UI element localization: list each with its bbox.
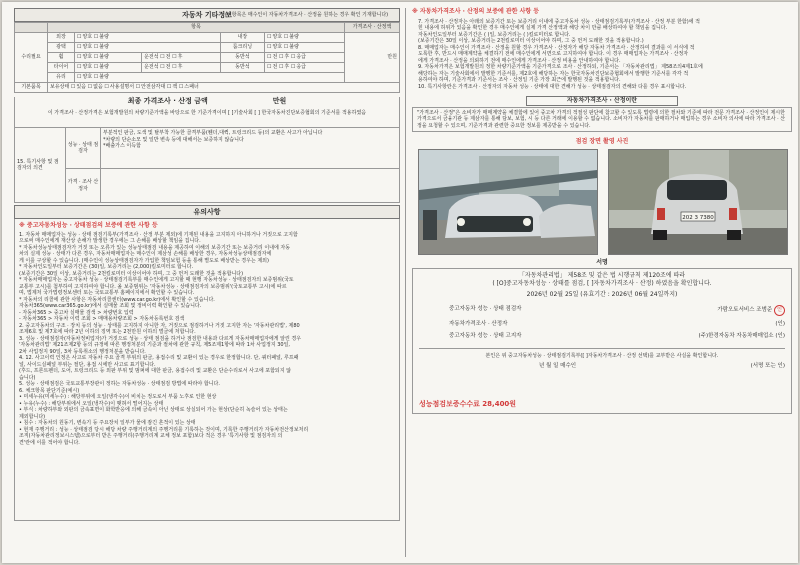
definition-title: 자동차가격조사 · 산정이란 bbox=[526, 96, 678, 106]
caution-line: * 자동차인도일부터 보증기간은 (30)일, 보증거리는 (2,000)킬로미터로 합니다. bbox=[19, 264, 194, 270]
row-label: 타이어 bbox=[48, 63, 75, 73]
special-notes-block bbox=[14, 128, 400, 203]
row-options[interactable]: ☐ 양호 ☐ 불량 bbox=[75, 43, 221, 53]
price-reference-note: 이 가격조사 · 산정가격은 보험개발원의 차량기준가액을 바탕으로 한 기준가격이며 [ ]기술사회 [ ] 한국자동차진단보증협회의 기준서를 적용하였음 bbox=[47, 110, 367, 116]
caution-line: 조직(자동차관리정보시스템)으로부터 받은 주행거리(주행거리계 교체 정보 포함)보다 적은 경우 '특기사항 및 점검자의 의 bbox=[19, 433, 283, 439]
col-result-header: 가격조사 · 산정액 bbox=[345, 23, 400, 33]
caution-line: • 현재 주행거리 : 성능 · 상태점검 당시 해당 차량 주행거리계의 주행거리를 기록하는 것이며, 기록한 주행거리가 자동차전산정보처리 bbox=[19, 426, 309, 433]
license-plate-text: 202 3 7380 bbox=[682, 214, 714, 221]
row-options[interactable]: ☐ 양호 ☐ 불량 bbox=[75, 73, 345, 83]
caution-line: • 부식 : 차량하부와 외판의 금속표면이 화학반응에 의해 금속이 아닌 상태로 상실되어 가는 현상(단순히 녹슬어 있는 상태는 bbox=[19, 407, 288, 413]
photos-title: 점검 장면 촬영 사진 bbox=[575, 138, 629, 145]
right-column bbox=[412, 8, 792, 559]
caution-line: • 침수 : 자동차의 원동기, 변속기 등 주요장치 일부가 물에 잠긴 흔적이 있는 상태 bbox=[19, 420, 196, 426]
other-info-table bbox=[14, 22, 400, 93]
basic-items-options[interactable]: 보유상태 ☐ 있음 ☐ 없음 ☐ 사용설명서 ☐ 안전삼각대 ☐ 잭 ☐ 스패너 bbox=[48, 83, 400, 93]
inspection-record-sheet bbox=[2, 2, 798, 563]
sign-block bbox=[412, 268, 792, 414]
sign-law-line: 「자동차관리법」 제58조 및 같은 법 시행규칙 제120조에 따라 bbox=[518, 272, 686, 279]
row-options[interactable]: 운전석 ☐ 전 ☐ 후 bbox=[142, 53, 221, 63]
caution-block bbox=[14, 219, 400, 521]
car-front-photo bbox=[419, 150, 597, 254]
caution-line: 4. 12. 사고이력 인정은 사고로 자동차 주요 골격 부위의 판금, 용접수리 및 교환이 있는 경우로 한정합니다. 단, 쿼터패널, 루프패 bbox=[19, 355, 299, 361]
caution-line: 차의 실제 성능 · 상태가 다른 경우, 자동차매매업자는 매수인이 제삼성 손해를 배상한 경우, 자동차성능상태점검자에 bbox=[19, 251, 272, 257]
inspector-opinion: 부분적인 판금, 도색 및 탈부착 가능한 골격부품(휀더,대퀵, 트렁크리드 등)의 교환은 사고가 아닙니다 *차량의 단순소모 및 일반 변속 등에 대해서는 보증하지 않습니다 *배출가스 이득함 bbox=[103, 130, 323, 149]
inspection-fee: 성능점검보증수수료 28,400원 bbox=[419, 400, 517, 408]
price-guarantee-line: 에게 가격조사 · 산정을 의뢰하기 전에 매수인에게 가격조사 · 산정 비용을 안내하여야 합니다. bbox=[418, 57, 621, 64]
row-label: 내장 bbox=[220, 33, 264, 43]
sign-date: 2026년 02월 25일 (유효기간 : 2026년 06월 24일까지) bbox=[526, 291, 678, 298]
col-item-header: 항목 bbox=[48, 23, 345, 33]
sign-title: 서명 bbox=[596, 258, 608, 266]
caution-line: • 미세누유(미세누수) : 해당부위에 오일(냉각수)이 비치는 정도로서 부품 노후로 인한 현상 bbox=[19, 394, 217, 400]
appraiser-opinion[interactable] bbox=[101, 169, 399, 202]
row-label: 기본품목 bbox=[15, 83, 48, 93]
signer-row-appraiser: 자동차가격조사 · 산정자 (인) bbox=[449, 320, 785, 327]
row-label: 동반석 bbox=[220, 53, 264, 63]
price-guarantee-line: 자동차인도일부터 보증기간은 ( )일, 보증거리는 ( )킬로미터로 합니다. bbox=[418, 31, 571, 38]
buyer-signature-field[interactable]: (서명 또는 인) bbox=[750, 363, 785, 369]
seal-stamp: 인 bbox=[774, 305, 785, 316]
caution-line: '자동차관리법' 제21조제2항 등의 규정에 따른 행정처분의 기준과 절차에 관한 규칙, 제5조제1항에 따라 1차 사업정지 30일, bbox=[19, 342, 290, 348]
special-notes-label: 15. 특기사항 및 점검자의 의견 bbox=[15, 128, 66, 202]
row-options[interactable]: ☐ 전 ☐ 후 ☐ 응급 bbox=[265, 63, 345, 73]
other-info-title: 자동차 기타정보 bbox=[182, 11, 232, 19]
left-column bbox=[14, 8, 400, 559]
caution-lines bbox=[19, 232, 395, 447]
row-label: 동반석 bbox=[220, 63, 264, 73]
caution-line: 조제6호 및 제7호에 따라 2년 이하의 징역 또는 2천만원 이하의 벌금에 처합니다. bbox=[19, 329, 196, 335]
row-options[interactable]: 운전석 ☐ 전 ☐ 후 bbox=[142, 63, 221, 73]
price-guarantee-lines bbox=[418, 19, 792, 91]
caution-title: 유의사항 bbox=[14, 205, 400, 219]
price-guarantee-line: (보증기간은 30일 이상, 보증거리는 2천킬로미터 이상이어야 하며, 그 중 먼저 도래한 것을 적용합니다.) bbox=[418, 38, 644, 44]
row-label: 룸크리닝 bbox=[220, 43, 264, 53]
row-options[interactable]: ☐ 전 ☐ 후 ☐ 응급 bbox=[265, 53, 345, 63]
caution-heading: ※ 중고자동차성능 · 상태점검의 보증에 관한 사항 등 bbox=[19, 222, 158, 229]
price-guarantee-line: 용하여야 하며, 기준가격과 기준서는 조사 · 산정일 기준 가장 최근에 발행된 것을 적용합니다. bbox=[418, 77, 621, 83]
price-guarantee-line: 9. 자동차가격은 보험개발원의 정한 차량기준가액을 기준가격으로 조사 · 산정하되, 기준서는 「자동차관리법」 제58조의4제1호에 bbox=[418, 64, 703, 70]
caution-line: 1. 자동차 매매업자는 성능 · 상태 점검기록부(가격조사 · 산정 부분 제외)에 기재된 내용을 고지하지 아니하거나 거짓으로 고지함 bbox=[19, 231, 298, 238]
caution-line: 2. 중고자동차의 구조 · 장치 등의 성능 · 상태를 고지하지 아니한 자, 거짓으로 점검하거나 거짓 고지한 자는 '자동차관리법', 제80 bbox=[19, 322, 300, 329]
photo-inspection-front bbox=[418, 149, 598, 255]
final-price-box bbox=[14, 97, 400, 128]
price-guarantee-line: 8. 매매업자는 매수인이 가격조사 · 산정을 원할 경우 가격조사 · 산정자가 해당 자동차 가격조사 · 산정하여 결과를 이 서식에 적 bbox=[418, 44, 695, 51]
sign-confirm-line: ( [O]중고자동차성능 · 상태를 점검, [ ]자동차가격조사 · 산정) 하였음을 확인합니다. bbox=[492, 279, 712, 287]
column-divider bbox=[405, 8, 406, 557]
car-rear-photo bbox=[609, 150, 787, 254]
price-guarantee-line: 도록한 후, 반드시 매매계약을 체결하기 전에 매수인에게 서면으로 고지하여야 합니다. 이 경우 매매업자는 가격조사 · 산정자 bbox=[418, 51, 689, 57]
row-options[interactable]: ☐ 양호 ☐ 불량 bbox=[75, 63, 142, 73]
final-price-label: 최종 가격조사 · 산정 금액 bbox=[127, 97, 208, 105]
buyer-row: 년 월 일 매수인 (서명 또는 인) bbox=[539, 363, 785, 369]
price-guarantee-line: 해당하는 자는 기술사회에서 발행한 기준서를, 제2호에 해당하는 자는 한국자동차진단보증협회에서 발행한 기준서를 각각 적 bbox=[418, 70, 689, 77]
row-options[interactable]: ☐ 양호 ☐ 불량 bbox=[265, 43, 345, 53]
caution-line: 견'란에 이를 적어야 합니다. bbox=[19, 439, 80, 446]
price-guarantee-line: 10. 특기사항란은 가격조사 · 산정자의 자동차 성능 · 상태에 대한 견해가 성능 · 상태점검자의 견해와 다를 경우 표시합니다. bbox=[418, 83, 687, 90]
caution-line: 자동차365(www.car365.go.kr)에서 실매물 조회 및 정비이력 확인할 수 있습니다. bbox=[19, 303, 202, 309]
row-options[interactable]: ☐ 양호 ☐ 불량 bbox=[75, 33, 221, 43]
other-info-header bbox=[14, 8, 400, 22]
row-label: 유리 bbox=[48, 73, 75, 83]
caution-line: 널, 사이드실패널 부위는 절단, 용접 시에만 사고로 표기합니다. bbox=[19, 361, 156, 368]
price-guarantee-heading: ※ 자동차가격조사 · 산정의 보증에 관한 사항 등 bbox=[412, 8, 540, 15]
row-label: 광택 bbox=[48, 43, 75, 53]
caution-line: 3. 성능 · 상태점검자(자동차정비업자)가 거짓으로 성능 · 상태 점검을 하거나 점검한 내용과 다르게 자동차매매업자에게 알린 경우 bbox=[19, 335, 302, 342]
row-options[interactable]: ☐ 양호 ☐ 불량 bbox=[265, 33, 345, 43]
caution-line: 2차 사업정지 90일, 3차 등록취소의 행정처분을 받습니다. bbox=[19, 348, 146, 355]
caution-line: 제외합니다) bbox=[19, 413, 46, 420]
signer-row-notifier: 중고자동차 성능 · 상태 고지자 (주)한경자동차 자동차매매업소 (인) bbox=[449, 332, 785, 339]
caution-line: 6. 체크항목 판단기준(예시) bbox=[19, 387, 80, 394]
caution-line: - 자동차365 > 자동차 이력 조회 > 매매용차량조회 > 자동차등록번호 검색 bbox=[19, 316, 185, 322]
definition-text: "가격조사 · 산정"은 소비자가 매매계약을 체결함에 있어 중고차 가격의 적절성 판단에 참고할 수 있도록 법령에 의한 절차와 기준에 따라 전문 가격조사 · 산정인이 제시한 가격으로서 금융기관 등 제삼자를 통해 담보, 보험, 시 등 다른 거래에 이용할 수 없습니다. 소비자가 자동차를 판매하거나 매입하는 경우 소비자 의사에 따라 가격조사 · 산정을 요청할 수 있으며, 기준가격과 관련한 중요한 정보를 제공받을 수 있습니다. bbox=[412, 107, 792, 133]
signer-row-inspector: 중고자동차 성능 · 상태 점검자 가람오토서비스 조범준 인 bbox=[419, 305, 785, 316]
other-info-subtitle: (이항목은 매수인이 자동차가격조사 · 산정을 원하는 경우 확인 기재합니다) bbox=[225, 12, 389, 18]
caution-line: (보증기간은 30일 이상, 보증거리는 2천킬로미터 이상이어야 하며, 그 중 먼저 도래한 것을 적용합니다) bbox=[19, 270, 244, 277]
unit-label: 만원 bbox=[345, 33, 400, 83]
row-label: 외장 bbox=[48, 33, 75, 43]
repair-needed-label: 수리필요 bbox=[15, 33, 48, 83]
caution-line: • 누유(누수) : 해당부위에서 오일(냉각수)이 맺혀서 떨어지는 상태 bbox=[19, 400, 164, 407]
caution-line: * 자동차매매업자는 중고자동차 성능 · 상태점검기록부를 매수인에게 고지할 때 현행 자동차성능 · 상태점검자의 보증범위(국토 bbox=[19, 277, 294, 283]
price-guarantee-line: 7. 가격조사 · 산정자는 아래의 보증기간 또는 보증거리 이내에 중고자동차 성능 · 상태점검기록부(가격조사 · 산정 부분 한함)에 적 bbox=[418, 18, 700, 25]
caution-line: * 자동차의 리콜에 관한 사항은 자동차리콜센터(www.car.go.kr)에서 확인할 수 있습니다. bbox=[19, 296, 215, 303]
receipt-confirm: 본인은 위 중고자동차성능 · 상태점검기록부([ ]자동차가격조사 · 산정 선택)를 교부받은 사실을 확인합니다. bbox=[485, 352, 719, 359]
caution-line: 으로써 매수인에게 재산상 손해가 발생한 경우에는 그 손해를 배상할 책임을 집니다. bbox=[19, 238, 201, 244]
final-price-unit: 만원 bbox=[272, 97, 287, 105]
row-options[interactable]: ☐ 양호 ☐ 불량 bbox=[75, 53, 142, 63]
caution-line: 며, 법제처 국가법령정보센터 또는 국토교통부 홈페이지에서 확인할 수 있습니다. bbox=[19, 290, 195, 296]
caution-line: 5. 성능 · 상태점검은 국토교통부장관이 정하는 자동차성능 · 상태점검 방법에 따라야 합니다. bbox=[19, 381, 220, 387]
caution-line: (후드, 프론트펜더, 도어, 트렁크리드 등 외판 부위 및 범퍼에 대한 판금, 용접수리 및 교환은 단순수리로서 사고에 포함되지 않 bbox=[19, 368, 292, 374]
price-guarantee-line: 힌 내용에 허위가 있음을 확인한 경우 매수인에게 실제 가격 산정액과 해당 차이 만큼 배상하여야 할 책임을 집니다. bbox=[418, 25, 668, 31]
photo-inspection-rear bbox=[608, 149, 788, 255]
row-label: 휠 bbox=[48, 53, 75, 63]
inspector-label: 성능 · 상태 점검자 bbox=[66, 128, 101, 168]
appraiser-label: 가격 · 조사 산정자 bbox=[66, 169, 101, 202]
caution-line: * 자동차성능상태점검자가 거짓 또는 오류가 있는 성능상태점검 내용을 제공하여 이해의 보증기간 또는 보증거리 이내에 자동 bbox=[19, 244, 291, 251]
caution-line: 습니다) bbox=[19, 374, 36, 381]
photos-area bbox=[412, 149, 792, 255]
caution-line: 교통부 고시)를 첨부하여 고지하여야 합니다. 올 보증범위는 '자동차성능 · 상태점검자의 보증범위'(국토교통부 고시)에 따르 bbox=[19, 283, 287, 290]
caution-line: 게 이를 구상할 수 있습니다. (매수인이 성능상태점검자가 가입한 책임보험 등을 통해 별도로 배상받는 경우는 제외) bbox=[19, 257, 269, 264]
caution-line: - 자동차365 > 중고차 실매물 검색 > 차량번호 입력 bbox=[19, 309, 134, 316]
